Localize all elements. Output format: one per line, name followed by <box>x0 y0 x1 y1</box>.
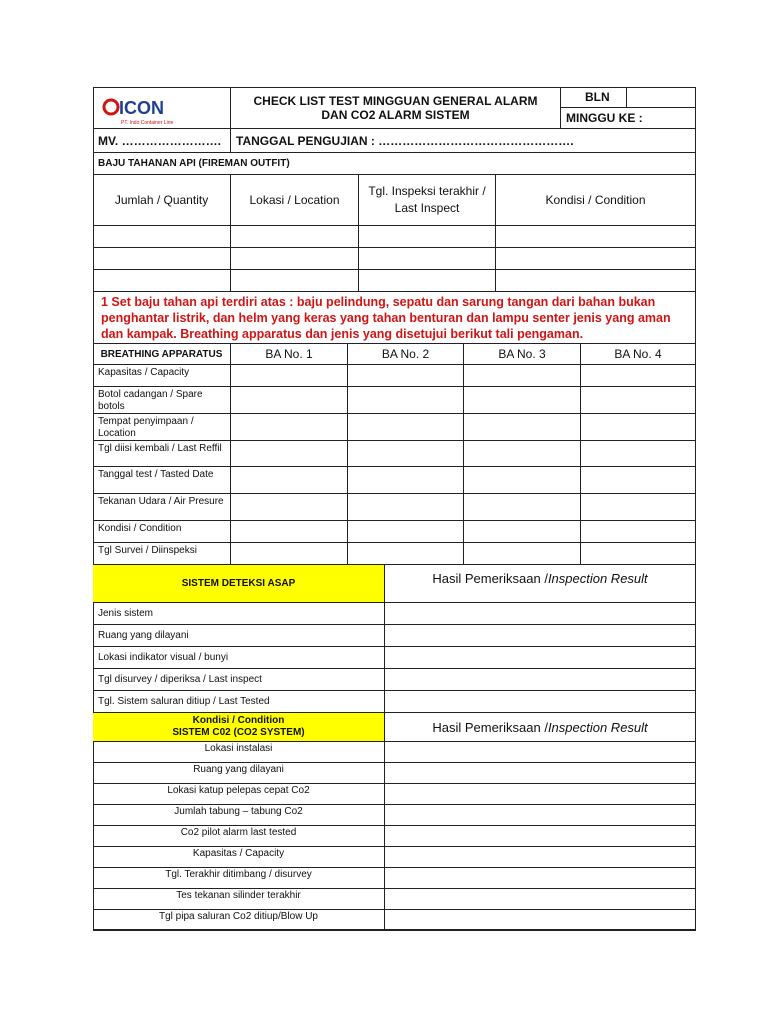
co2-result-header <box>385 713 696 742</box>
ba-input-cell[interactable] <box>464 441 581 467</box>
co2-title-line-1: Kondisi / Condition <box>192 715 285 726</box>
ba-input-cell[interactable] <box>348 414 464 441</box>
fireman-input-cell[interactable] <box>231 270 359 292</box>
ba-input-cell[interactable] <box>464 521 581 543</box>
smoke-row-label: Tgl. Sistem saluran ditiup / Last Tested <box>93 691 385 713</box>
smoke-result-header <box>385 565 696 603</box>
ba-input-cell[interactable] <box>231 441 348 467</box>
tanggal-field[interactable]: TANGGAL PENGUJIAN : …………………………………………. <box>231 129 696 153</box>
co2-input-cell[interactable] <box>385 889 696 910</box>
ba-input-cell[interactable] <box>464 365 581 387</box>
fireman-input-cell[interactable] <box>93 270 231 292</box>
ba-input-cell[interactable] <box>581 467 696 494</box>
ba-input-cell[interactable] <box>581 441 696 467</box>
fireman-input-cell[interactable] <box>496 226 696 248</box>
ba-input-cell[interactable] <box>231 521 348 543</box>
fireman-input-cell[interactable] <box>93 226 231 248</box>
bln-label: BLN <box>561 87 627 108</box>
smoke-input-cell[interactable] <box>385 647 696 669</box>
fireman-note: 1 Set baju tahan api terdiri atas : baju pelindung, sepatu dan sarung tangan dari bahan bukan penghantar listrik, dan helm yang keras yang tahan benturan dan lampu senter jenis yang aman dan kampak. Breathing apparatus dan jenis yang disetujui berikut tali pengaman. <box>93 292 696 344</box>
co2-input-cell[interactable] <box>385 847 696 868</box>
ba-input-cell[interactable] <box>231 387 348 414</box>
smoke-row-label: Tgl disurvey / diperiksa / Last inspect <box>93 669 385 691</box>
ba-col-header: BA No. 2 <box>348 344 464 365</box>
co2-input-cell[interactable] <box>385 763 696 784</box>
ba-input-cell[interactable] <box>464 467 581 494</box>
logo-text: ICON <box>119 98 164 118</box>
co2-title-line-2: SISTEM C02 (CO2 SYSTEM) <box>172 727 305 738</box>
co2-row-label: Tes tekanan silinder terakhir <box>93 889 385 910</box>
mv-field[interactable]: MV. ……………………. <box>93 129 231 153</box>
smoke-input-cell[interactable] <box>385 691 696 713</box>
fireman-input-cell[interactable] <box>359 270 496 292</box>
ba-row-label: Tanggal test / Tasted Date <box>93 467 231 494</box>
logo-subtitle: PT. Indo Container Line <box>121 120 174 126</box>
title-line-1: CHECK LIST TEST MINGGUAN GENERAL ALARM <box>253 93 538 108</box>
result-label: Hasil Pemeriksaan / <box>432 719 548 735</box>
ba-input-cell[interactable] <box>464 494 581 521</box>
ba-input-cell[interactable] <box>464 543 581 565</box>
fireman-input-cell[interactable] <box>359 248 496 270</box>
ba-col-header: BA No. 4 <box>581 344 696 365</box>
smoke-row-label: Jenis sistem <box>93 603 385 625</box>
ba-input-cell[interactable] <box>581 521 696 543</box>
smoke-row-label: Ruang yang dilayani <box>93 625 385 647</box>
fireman-input-cell[interactable] <box>231 248 359 270</box>
fireman-col-header: Kondisi / Condition <box>496 175 696 226</box>
co2-row-label: Co2 pilot alarm last tested <box>93 826 385 847</box>
ba-input-cell[interactable] <box>348 467 464 494</box>
bln-field[interactable] <box>627 87 696 108</box>
checklist-sheet <box>93 87 696 930</box>
fireman-col-header: Tgl. Inspeksi terakhir / Last Inspect <box>359 175 496 226</box>
co2-input-cell[interactable] <box>385 742 696 763</box>
ba-input-cell[interactable] <box>581 494 696 521</box>
ba-section-title: BREATHING APPARATUS <box>93 344 231 365</box>
ba-input-cell[interactable] <box>581 543 696 565</box>
co2-input-cell[interactable] <box>385 805 696 826</box>
fireman-input-cell[interactable] <box>359 226 496 248</box>
ba-input-cell[interactable] <box>231 543 348 565</box>
ba-col-header: BA No. 1 <box>231 344 348 365</box>
ba-input-cell[interactable] <box>348 441 464 467</box>
ba-input-cell[interactable] <box>231 467 348 494</box>
smoke-row-label: Lokasi indikator visual / bunyi <box>93 647 385 669</box>
result-label: Hasil Pemeriksaan / <box>432 571 548 586</box>
co2-row-label: Lokasi instalasi <box>93 742 385 763</box>
co2-input-cell[interactable] <box>385 868 696 889</box>
ba-input-cell[interactable] <box>231 414 348 441</box>
ba-row-label: Tempat penyimpaan / Location <box>93 414 231 441</box>
ba-col-header: BA No. 3 <box>464 344 581 365</box>
fireman-col-header: Lokasi / Location <box>231 175 359 226</box>
fireman-input-cell[interactable] <box>93 248 231 270</box>
co2-row-label: Kapasitas / Capacity <box>93 847 385 868</box>
minggu-label: MINGGU KE : <box>561 108 696 129</box>
smoke-section-title: SISTEM DETEKSI ASAP <box>93 565 385 603</box>
ba-row-label: Botol cadangan / Spare botols <box>93 387 231 414</box>
fireman-col-header: Jumlah / Quantity <box>93 175 231 226</box>
ba-row-label: Kapasitas / Capacity <box>93 365 231 387</box>
ba-input-cell[interactable] <box>348 494 464 521</box>
ba-input-cell[interactable] <box>231 365 348 387</box>
ba-row-label: Tekanan Udara / Air Presure <box>93 494 231 521</box>
co2-row-label: Tgl. Terakhir ditimbang / disurvey <box>93 868 385 889</box>
ba-row-label: Kondisi / Condition <box>93 521 231 543</box>
ba-input-cell[interactable] <box>348 521 464 543</box>
co2-row-label: Ruang yang dilayani <box>93 763 385 784</box>
co2-input-cell[interactable] <box>385 910 696 931</box>
ba-input-cell[interactable] <box>581 387 696 414</box>
ba-input-cell[interactable] <box>348 387 464 414</box>
smoke-input-cell[interactable] <box>385 669 696 691</box>
fireman-input-cell[interactable] <box>496 248 696 270</box>
logo-cell <box>93 87 231 129</box>
smoke-input-cell[interactable] <box>385 625 696 647</box>
co2-row-label: Lokasi katup pelepas cepat Co2 <box>93 784 385 805</box>
co2-row-label: Jumlah tabung – tabung Co2 <box>93 805 385 826</box>
ba-row-label: Tgl Survei / Diinspeksi <box>93 543 231 565</box>
company-logo <box>101 95 221 129</box>
form-title <box>231 87 561 129</box>
fireman-input-cell[interactable] <box>496 270 696 292</box>
result-label-italic: Inspection Result <box>547 571 648 586</box>
co2-input-cell[interactable] <box>385 826 696 847</box>
co2-row-label: Tgl pipa saluran Co2 ditiup/Blow Up <box>93 910 385 931</box>
ba-input-cell[interactable] <box>581 365 696 387</box>
title-line-2: DAN CO2 ALARM SISTEM <box>321 107 470 122</box>
result-label-italic: Inspection Result <box>547 719 648 735</box>
ba-input-cell[interactable] <box>348 543 464 565</box>
fireman-input-cell[interactable] <box>231 226 359 248</box>
ba-input-cell[interactable] <box>464 414 581 441</box>
co2-section-title <box>93 713 385 742</box>
smoke-input-cell[interactable] <box>385 603 696 625</box>
co2-input-cell[interactable] <box>385 784 696 805</box>
ba-input-cell[interactable] <box>581 414 696 441</box>
ba-input-cell[interactable] <box>348 365 464 387</box>
ba-input-cell[interactable] <box>464 387 581 414</box>
ba-input-cell[interactable] <box>231 494 348 521</box>
fireman-section-title: BAJU TAHANAN API (FIREMAN OUTFIT) <box>93 153 696 175</box>
ba-row-label: Tgl diisi kembali / Last Reffil <box>93 441 231 467</box>
